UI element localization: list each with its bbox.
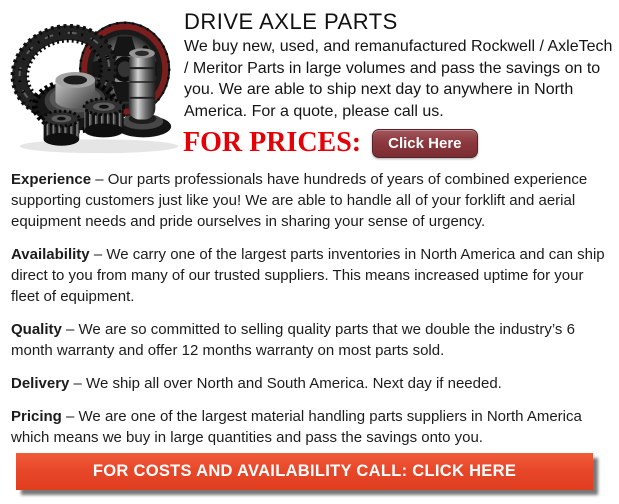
section-text: – We carry one of the largest parts inventories in North America and can ship direct to you from many of our trusted suppliers. This means increased uptime for your fleet of equipment. — [11, 246, 605, 305]
page-title: DRIVE AXLE PARTS — [184, 9, 398, 34]
section-experience — [11, 169, 606, 232]
gears-illustration — [8, 6, 184, 156]
for-prices-label: FOR PRICES: — [183, 127, 362, 158]
prices-row — [183, 126, 478, 160]
section-availability — [11, 244, 606, 307]
drive-axle-parts-photo — [8, 6, 184, 156]
section-label: Availability — [11, 246, 90, 263]
section-text: – We are one of the largest material handling parts suppliers in North America which means we buy in large quantities and pass the savings onto you. — [11, 408, 582, 446]
click-here-button[interactable]: Click Here — [372, 129, 477, 158]
section-label: Pricing — [11, 408, 62, 425]
hero-section — [0, 0, 619, 168]
section-text: – We ship all over North and South America. Next day if needed. — [73, 375, 502, 392]
info-sections — [0, 169, 619, 460]
section-label: Delivery — [11, 375, 70, 392]
section-delivery — [11, 373, 606, 394]
section-text: – We are so committed to selling quality parts that we double the industry’s 6 month warranty and offer 12 months warranty on most parts sold. — [11, 321, 575, 359]
section-pricing — [11, 406, 606, 448]
footer-banner[interactable]: FOR COSTS AND AVAILABILITY CALL: CLICK HERE — [16, 453, 593, 490]
section-quality — [11, 319, 606, 361]
section-label: Quality — [11, 321, 62, 338]
intro-paragraph: We buy new, used, and remanufactured Rockwell / AxleTech / Meritor Parts in large volumes and pass the savings on to you. We are able to ship next day to anywhere in North America. For a quote, please call us. — [184, 38, 613, 120]
section-label: Experience — [11, 171, 92, 188]
section-text: – Our parts professionals have hundreds of years of combined experience supporting customers just like you! We are able to handle all of your forklift and aerial equipment needs and pride ourselves in sharing your sense of urgency. — [11, 171, 588, 230]
